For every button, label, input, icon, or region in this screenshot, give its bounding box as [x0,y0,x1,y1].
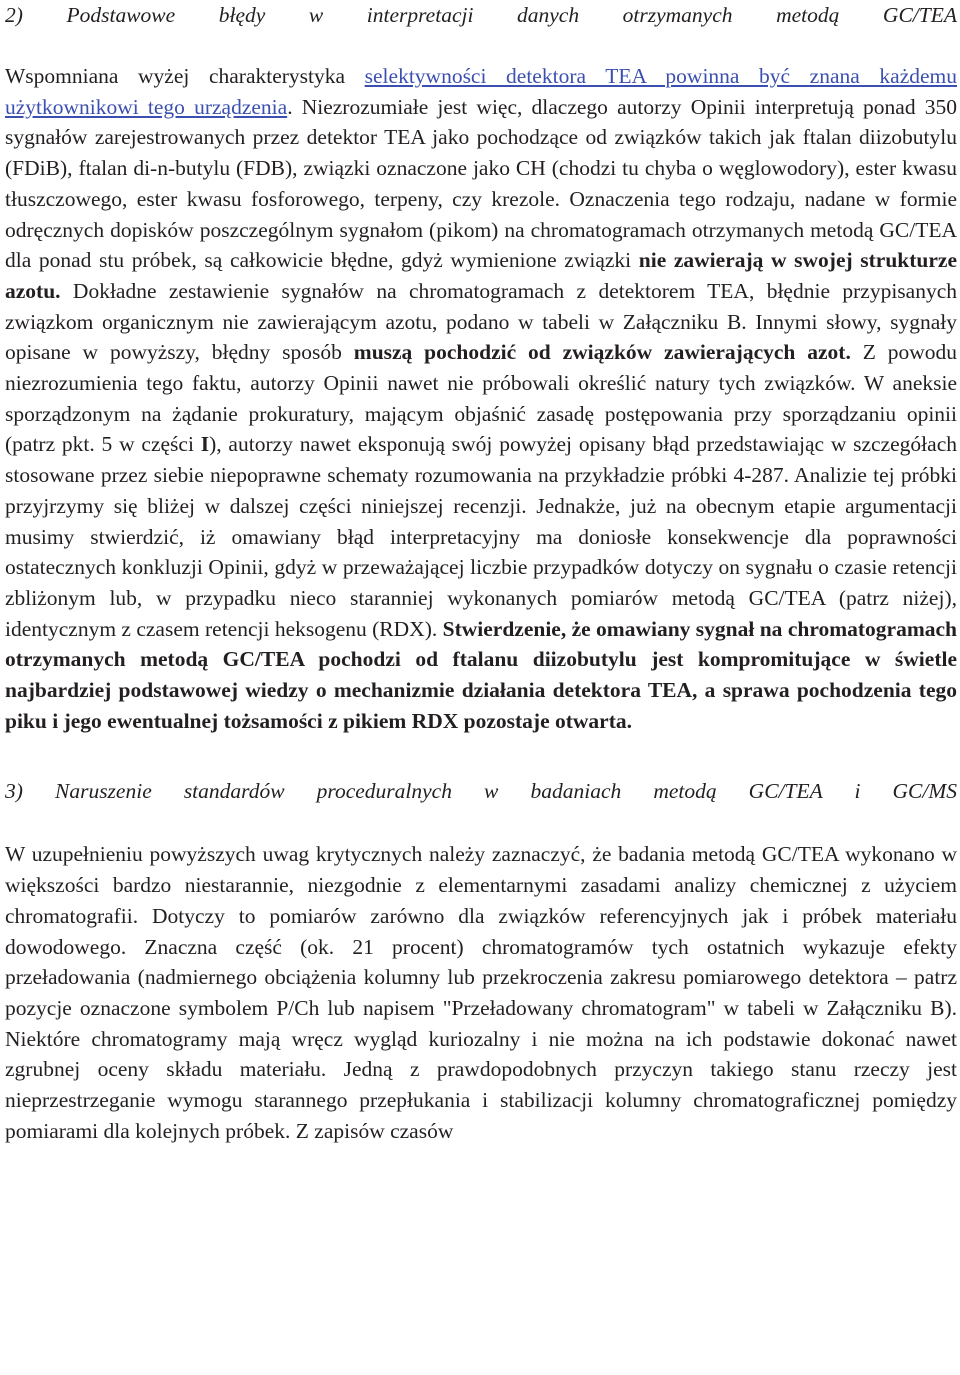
section-2-heading: 2) Podstawowe błędy w interpretacji danych otrzymanych metodą GC/TEA [5,3,957,27]
paragraph-text: Wspomniana wyżej charakterystyka [5,64,365,88]
section-3-paragraph: W uzupełnieniu powyższych uwag krytycznych należy zaznaczyć, że badania metodą GC/TEA wykonano w większości bardzo niestarannie, niezgodnie z elementarnymi zasadami analizy chemicznej z użyciem chromatografii. Dotyczy to pomiarów zarówno dla związków referencyjnych jak i próbek materiału dowodowego. Znaczna część (ok. 21 procent) chromatogramów tych ostatnich wykazuje efekty przeładowania (nadmiernego obciążenia kolumny lub przekroczenia zakresu pomiarowego detektora – patrz pozycje oznaczone symbolem P/Ch lub napisem "Przeładowany chromatogram" w tabeli w Załączniku B). Niektóre chromatogramy mają wręcz wygląd kuriozalny i nie można na ich podstawie dokonać nawet zgrubnej oceny składu materiału. Jedną z prawdopodobnych przyczyn takiego stanu rzeczy jest nieprzestrzeganie wymogu starannego przepłukania i stabilizacji kolumny chromatograficznej pomiędzy pomiarami dla kolejnych próbek. Z zapisów czasów [5,842,957,1143]
paragraph-text: Z powodu niezrozumienia tego faktu, autorzy Opinii nawet nie próbowali określić natury tych związków. W aneksie sporządzonym na żądanie prokuratury, mającym objaśnić zasadę postępowania przy sporządzaniu opinii (patrz pkt. 5 w części [5,340,957,457]
bold-emphasis: muszą pochodzić od związków zawierających azot. [353,340,851,365]
selectivity-link[interactable]: selektywności detektora TEA powinna być znana każdemu użytkownikowi tego urządzenia [5,64,957,119]
document-page [5,0,957,1147]
paragraph-text: . Niezrozumiałe jest więc, dlaczego autorzy Opinii interpretują ponad 350 sygnałów zarejestrowanych przez detektor TEA jako pochodzące od związków takich jak ftalan diizobutylu (FDiB), ftalan di-n-butylu (FDB), związki oznaczone jako CH (chodzi tu chyba o węglowodory), ester kwasu tłuszczowego, ester kwasu fosforowego, terpeny, czy krezole. Oznaczenia tego rodzaju, nadane w formie odręcznych dopisków poszczególnym sygnałom (pikom) na chromatogramach otrzymanych metodą GC/TEA dla ponad stu próbek, są całkowicie błędne, gdyż wymienione związki [5,94,957,273]
paragraph-text: Dokładne zestawienie sygnałów na chromatogramach z detektorem TEA, błędnie przypisanych związkom organicznym nie zawierającym azotu, podano w tabeli w Załączniku B. Innymi słowy, sygnały opisane w powyższy, błędny sposób [5,278,957,365]
spacer [5,30,957,61]
bold-emphasis: I [200,432,210,457]
paragraph-text: ), autorzy nawet eksponują swój powyżej opisany błąd przedstawiając w szczegółach stosowane przez siebie niepoprawne schematy rozumowania na przykładzie próbki 4-287. Analizie tej próbki przyjrzymy się bliżej w dalszej części niniejszej recenzji. Jednakże, już na obecnym etapie argumentacji musimy stwierdzić, iż omawiany błąd interpretacyjny ma doniosłe konsekwencje dla poprawności ostatecznych konkluzji Opinii, gdyż w przeważającej liczbie przypadków dotyczy on sygnału o czasie retencji zbliżonym lub, w przypadku nieco staranniej wykonanych pomiarów metodą GC/TEA (patrz niżej), identycznym z czasem retencji heksogenu (RDX). [5,432,957,641]
section-3-heading: 3) Naruszenie standardów proceduralnych w badaniach metodą GC/TEA i GC/MS [5,779,957,804]
bold-conclusion: Stwierdzenie, że omawiany sygnał na chromatogramach otrzymanych metodą GC/TEA pochodzi od ftalanu diizobutylu jest kompromitujące w świetle najbardziej podstawowej wiedzy o mechanizmie działania detektora TEA, a sprawa pochodzenia tego piku i jego ewentualnej tożsamości z pikiem RDX pozostaje otwarta. [5,616,957,733]
section-2-paragraph [5,61,957,736]
spacer [5,736,957,776]
bold-emphasis: nie zawierają w swojej strukturze azotu. [5,248,957,303]
spacer [5,806,957,839]
